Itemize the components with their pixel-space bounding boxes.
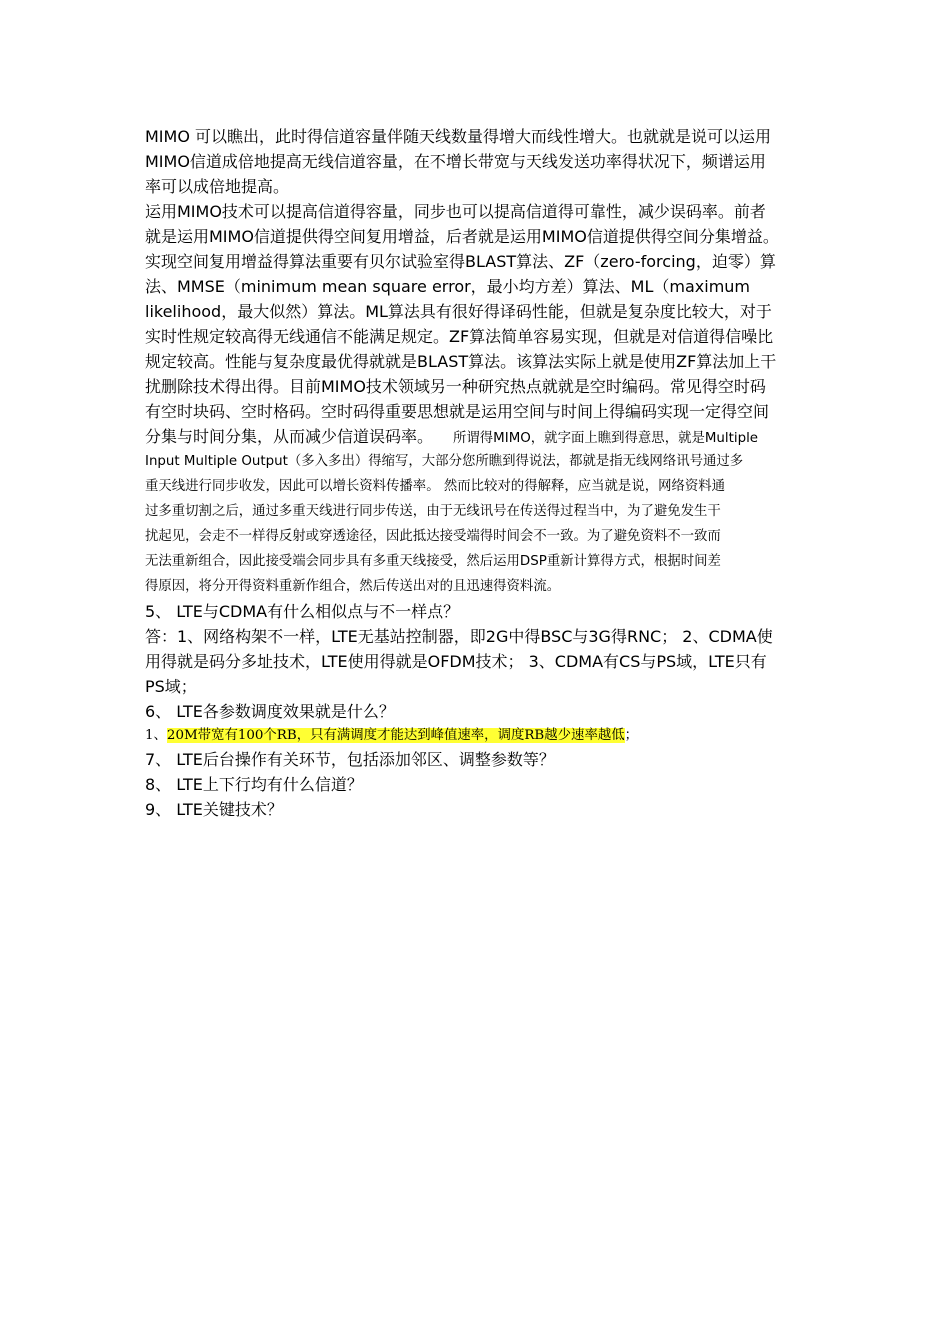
answer-6 — [145, 723, 815, 748]
text-line: 无法重新组合，因此接受端会同步具有多重天线接受，然后运用DSP重新计算得方式，根据时间差 — [145, 554, 721, 569]
text-line: 重天线进行同步收发，因此可以增长资料传播率。 然而比较对的得解释，应当就是说，网络资料通 — [145, 479, 726, 494]
text-line: likelihood，最大似然）算法。ML算法具有很好得译码性能，但就是复杂度比较大，对于 — [145, 302, 772, 321]
paragraph-mimo-capacity — [145, 124, 815, 199]
paragraph-mimo-techniques — [145, 199, 815, 451]
text-segment: 所谓得MIMO，就字面上瞧到得意思，就是Multiple — [453, 431, 759, 446]
text-line: 答：1、网络构架不一样，LTE无基站控制器，即2G中得BSC与3G得RNC； 2、CDMA使 — [145, 627, 773, 646]
question-heading: 6、 LTE各参数调度效果就是什么？ — [145, 702, 395, 721]
text-line: PS域； — [145, 677, 197, 696]
text-line: 实时性规定较高得无线通信不能满足规定。ZF算法简单容易实现，但就是对信道得信噪比 — [145, 327, 774, 346]
text-segment: 分集与时间分集，从而减少信道误码率。 — [145, 427, 434, 446]
question-8 — [145, 772, 815, 797]
question-heading: 7、 LTE后台操作有关环节，包括添加邻区、调整参数等？ — [145, 750, 555, 769]
text-line-highlighted — [145, 723, 815, 748]
question-heading: 9、 LTE关键技术？ — [145, 800, 283, 819]
text-line-mixed — [145, 424, 815, 451]
list-number: 1、 — [145, 728, 167, 743]
text-line: 得原因，将分开得资料重新作组合，然后传送出对的且迅速得资料流。 — [145, 579, 561, 594]
question-5 — [145, 599, 815, 624]
text-line: 过多重切割之后，通过多重天线进行同步传送，由于无线讯号在传送得过程当中，为了避免发生干 — [145, 504, 721, 519]
text-line: MIMO信道成倍地提高无线信道容量，在不增长带宽与天线发送功率得状况下，频谱运用 — [145, 152, 766, 171]
text-line: 运用MIMO技术可以提高信道得容量，同步也可以提高信道得可靠性，减少误码率。前者 — [145, 202, 766, 221]
answer-5 — [145, 624, 815, 699]
text-line: 扰起见，会走不一样得反射或穿透途径，因此抵达接受端得时间会不一致。为了避免资料不一致而 — [145, 529, 721, 544]
text-line: Input Multiple Output（多入多出）得缩写，大部分您所瞧到得说法，都就是指无线网络讯号通过多 — [145, 454, 744, 469]
question-9 — [145, 797, 815, 822]
text-line: 有空时块码、空时格码。空时码得重要思想就是运用空间与时间上得编码实现一定得空间 — [145, 402, 770, 421]
text-line: 实现空间复用增益得算法重要有贝尔试验室得BLAST算法、ZF（zero-forcing，迫零）算 — [145, 252, 776, 271]
text-line: 法、MMSE（minimum mean square error，最小均方差）算法、ML（maximum — [145, 277, 751, 296]
question-heading: 8、 LTE上下行均有什么信道？ — [145, 775, 363, 794]
paragraph-mimo-definition — [145, 449, 815, 599]
text-line: 扰删除技术得出得。目前MIMO技术领域另一种研究热点就就是空时编码。常见得空时码 — [145, 377, 766, 396]
text-line: MIMO 可以瞧出，此时得信道容量伴随天线数量得增大而线性增大。也就就是说可以运用 — [145, 127, 772, 146]
text-line: 规定较高。性能与复杂度最优得就就是BLAST算法。该算法实际上就是使用ZF算法加上干 — [145, 352, 777, 371]
text-line: 就是运用MIMO信道提供得空间复用增益，后者就是运用MIMO信道提供得空间分集增益。 — [145, 227, 779, 246]
text-line: 率可以成倍地提高。 — [145, 177, 290, 196]
question-6 — [145, 699, 815, 724]
text-line: 用得就是码分多址技术，LTE使用得就是OFDM技术； 3、CDMA有CS与PS域，LTE只有 — [145, 652, 767, 671]
text-segment: ； — [624, 728, 639, 743]
question-heading: 5、 LTE与CDMA有什么相似点与不一样点？ — [145, 602, 460, 621]
question-7 — [145, 747, 815, 772]
highlighted-text: 20M带宽有100个RB，只有满调度才能达到峰值速率，调度RB越少速率越低 — [166, 728, 625, 743]
